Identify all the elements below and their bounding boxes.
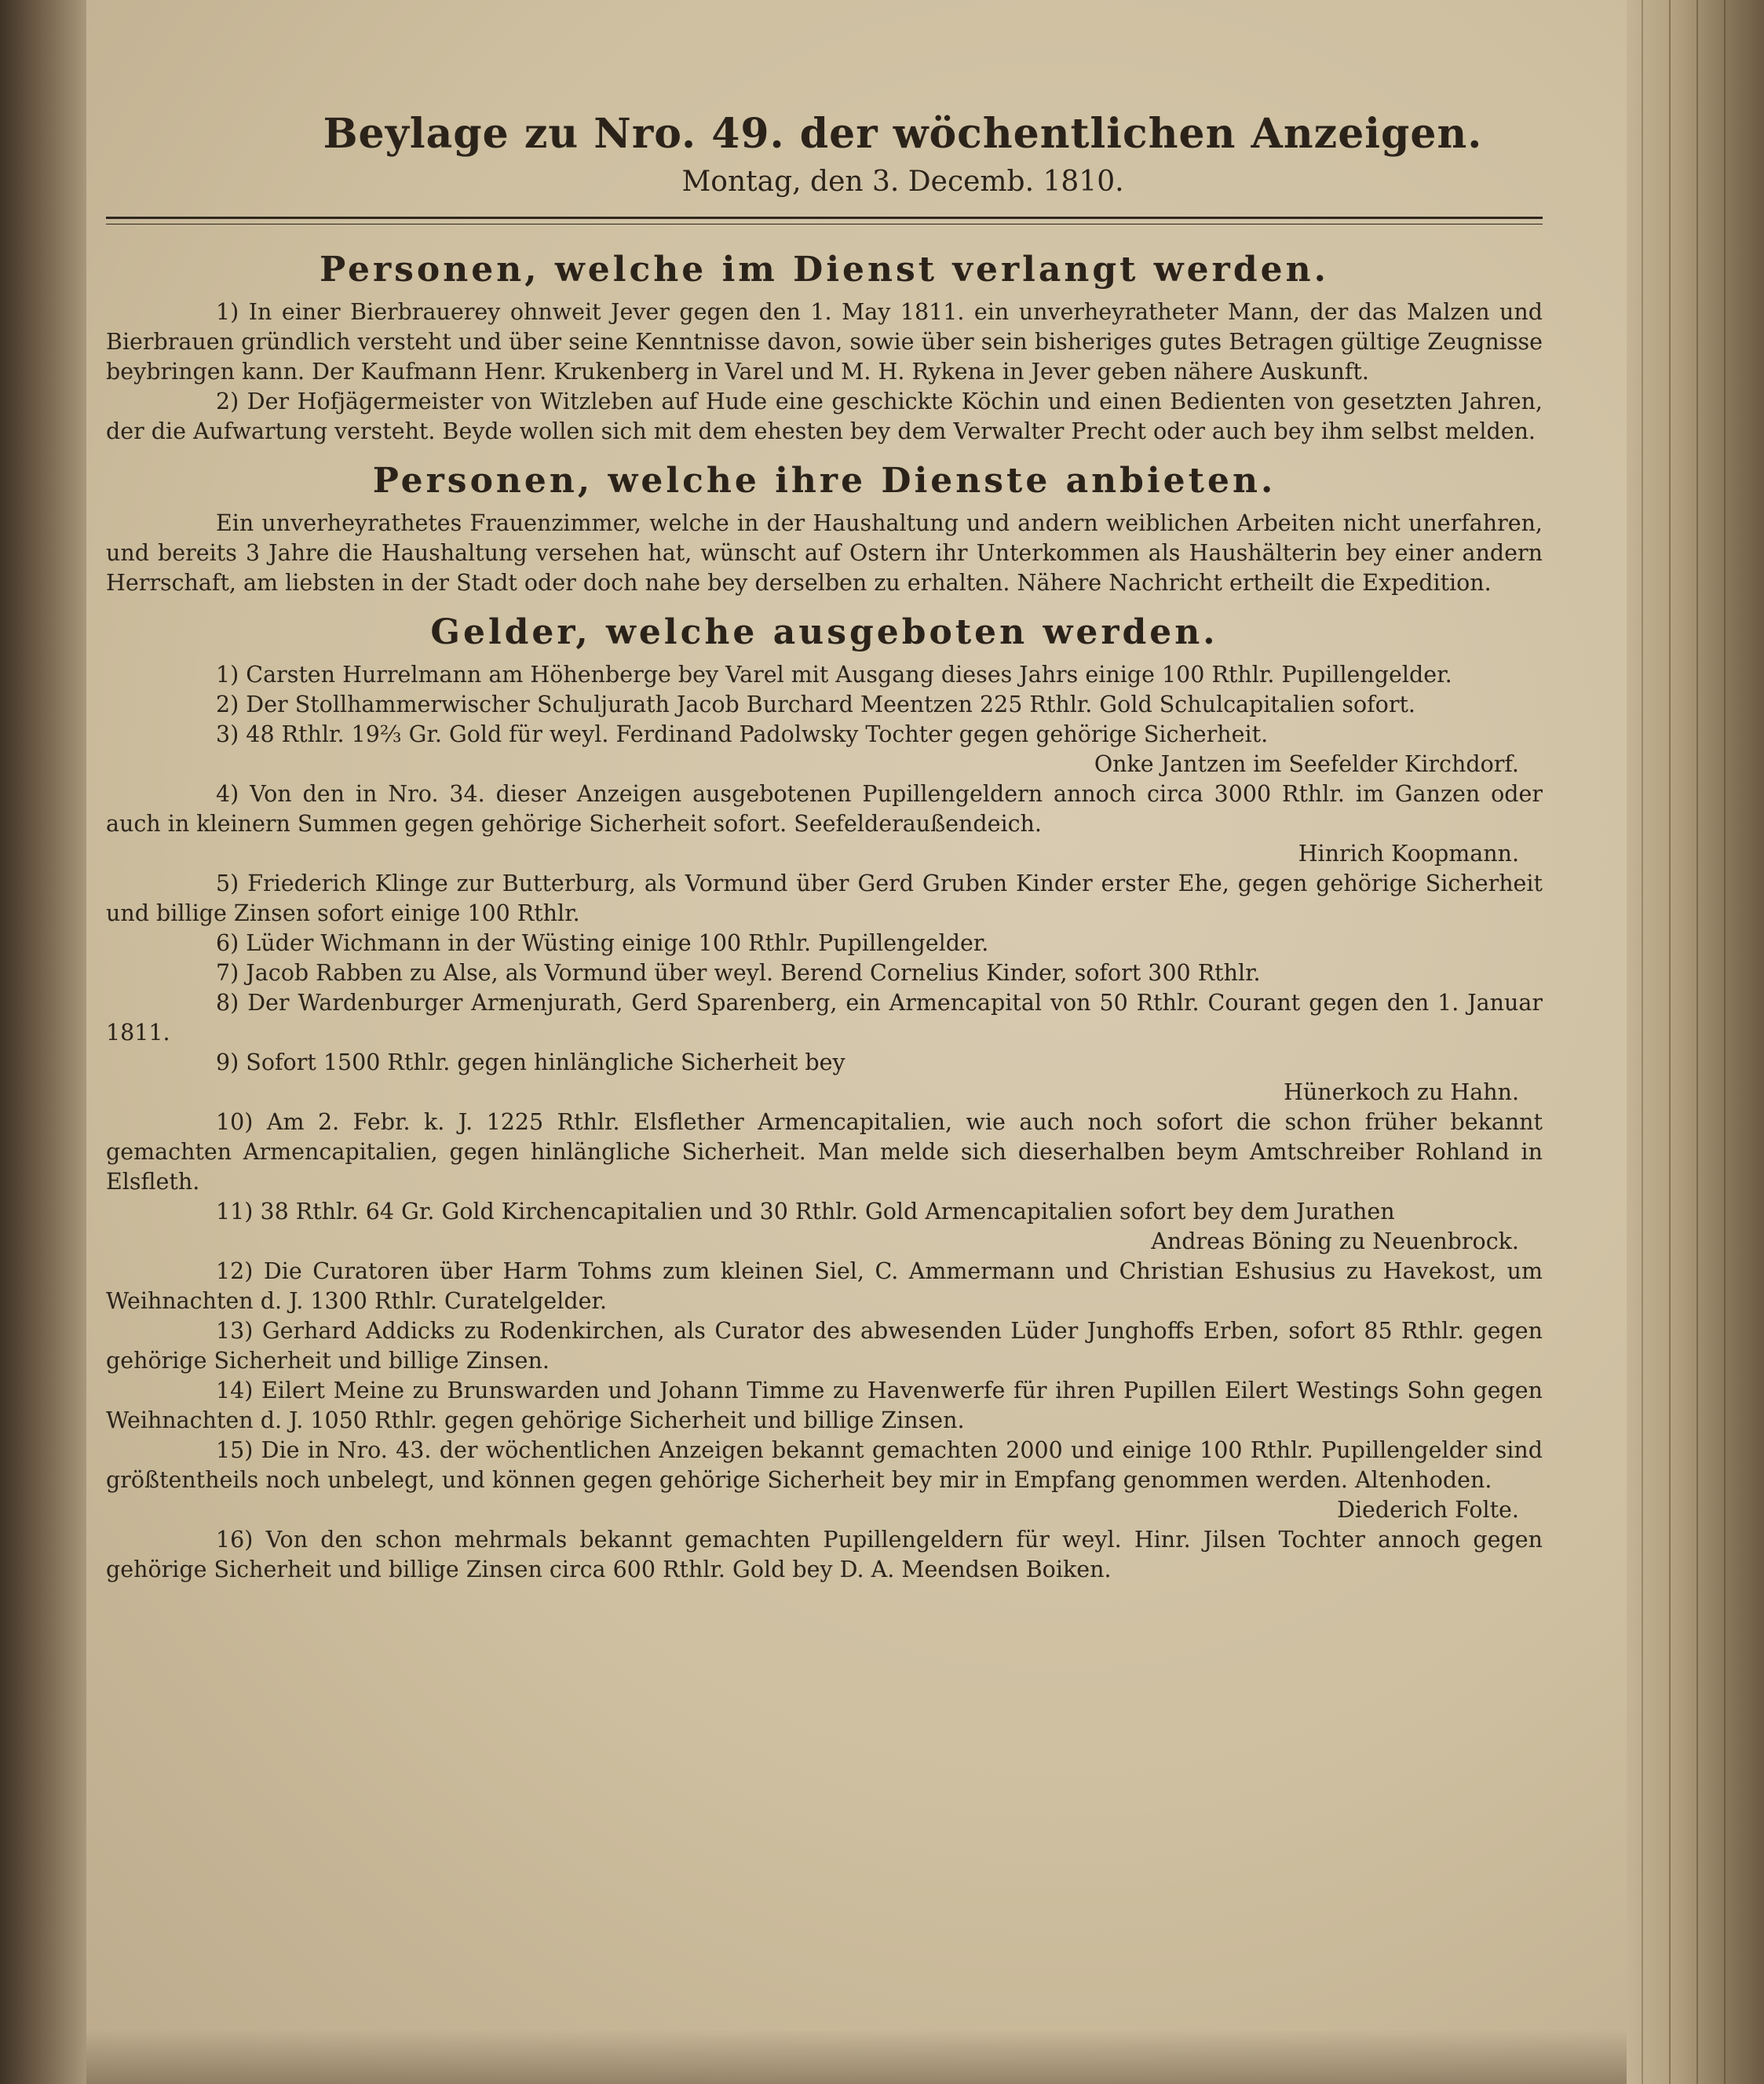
supplement-title: Beylage zu Nro. 49. der wöchentlichen Anzeigen. <box>323 110 1483 158</box>
entry-money-1: 1) Carsten Hurrelmann am Höhenberge bey Varel mit Ausgang dieses Jahrs einige 100 Rthlr. Pupillengelder. <box>216 662 1452 688</box>
entry-money-11: 11) 38 Rthlr. 64 Gr. Gold Kirchencapitalien und 30 Rthlr. Gold Armencapitalien sofort bey dem Jurathen <box>216 1199 1395 1224</box>
entry-money-10: 10) Am 2. Febr. k. J. 1225 Rthlr. Elsflether Armencapitalien, wie auch noch sofort die schon früher bekannt gemachten Armencapitalien, gegen hinlängliche Sicherheit. Man melde sich dieserhalben beym Amtschreiber Rohland in Elsfleth. <box>106 1109 1543 1195</box>
section-heading-money-offered: Gelder, welche ausgeboten werden. <box>430 612 1218 652</box>
entry-money-15: 15) Die in Nro. 43. der wöchentlichen Anzeigen bekannt gemachten 2000 und einige 100 Rthlr. Pupillengelder sind größtentheils noch unbelegt, und können gegen gehörige Sicherheit bey mir in Empfang genommen werden. Altenhoden. <box>106 1437 1543 1493</box>
header-rule <box>106 217 1543 224</box>
entry-wanted-1: 1) In einer Bierbrauerey ohnweit Jever gegen den 1. May 1811. ein unverheyratheter Mann, der das Malzen und Bierbrauen gründlich versteht und über seine Kenntnisse davon, sowie über sein bisheriges gutes Betragen gültige Zeugnisse beybringen kann. Der Kaufmann Henr. Krukenberg in Varel und M. H. Rykena in Jever geben nähere Auskunft. <box>106 299 1543 385</box>
entry-money-12: 12) Die Curatoren über Harm Tohms zum kleinen Siel, C. Ammermann und Christian Eshusius zu Havekost, um Weihnachten d. J. 1300 Rthlr. Curatelgelder. <box>106 1258 1543 1314</box>
entry-money-2: 2) Der Stollhammerwischer Schuljurath Jacob Burchard Meentzen 225 Rthlr. Gold Schulcapitalien sofort. <box>216 692 1415 717</box>
entry-money-3: 3) 48 Rthlr. 19⅔ Gr. Gold für weyl. Ferdinand Padolwsky Tochter gegen gehörige Sicherheit. <box>216 721 1269 747</box>
entry-money-7: 7) Jacob Rabben zu Alse, als Vormund über weyl. Berend Cornelius Kinder, sofort 300 Rthlr. <box>216 960 1261 986</box>
entry-money-8: 8) Der Wardenburger Armenjurath, Gerd Sparenberg, ein Armencapital von 50 Rthlr. Courant gegen den 1. Januar 1811. <box>106 990 1543 1046</box>
signature-money-4: Hinrich Koopmann. <box>1298 841 1519 867</box>
signature-money-3: Onke Jantzen im Seefelder Kirchdorf. <box>1094 751 1519 777</box>
page-edge-lines <box>1627 0 1764 2084</box>
section-heading-offered-services: Personen, welche ihre Dienste anbieten. <box>372 461 1276 501</box>
entry-money-16: 16) Von den schon mehrmals bekannt gemachten Pupillengeldern für weyl. Hinr. Jilsen Tochter annoch gegen gehörige Sicherheit und billige Zinsen circa 600 Rthlr. Gold bey D. A. Meendsen Boiken. <box>106 1527 1543 1582</box>
entry-wanted-2: 2) Der Hofjägermeister von Witzleben auf Hude eine geschickte Köchin und einen Bedienten von gesetzten Jahren, der die Aufwartung versteht. Beyde wollen sich mit dem ehesten bey dem Verwalter Precht oder auch bey ihm selbst melden. <box>106 389 1543 444</box>
section-heading-wanted: Personen, welche im Dienst verlangt werden. <box>320 250 1329 290</box>
signature-money-11: Andreas Böning zu Neuenbrock. <box>1151 1228 1519 1254</box>
book-gutter <box>0 0 86 2084</box>
entry-money-14: 14) Eilert Meine zu Brunswarden und Johann Timme zu Havenwerfe für ihren Pupillen Eilert Westings Sohn gegen Weihnachten d. J. 1050 Rthlr. gegen gehörige Sicherheit und billige Zinsen. <box>106 1378 1543 1433</box>
entry-money-4: 4) Von den in Nro. 34. dieser Anzeigen ausgebotenen Pupillengeldern annoch circa 3000 Rthlr. im Ganzen oder auch in kleinern Summen gegen gehörige Sicherheit sofort. Seefelderaußendeich. <box>106 781 1543 837</box>
entry-money-5: 5) Friederich Klinge zur Butterburg, als Vormund über Gerd Gruben Kinder erster Ehe, gegen gehörige Sicherheit und billige Zinsen sofort einige 100 Rthlr. <box>106 870 1543 926</box>
entry-money-6: 6) Lüder Wichmann in der Wüsting einige 100 Rthlr. Pupillengelder. <box>216 930 989 956</box>
entry-money-13: 13) Gerhard Addicks zu Rodenkirchen, als Curator des abwesenden Lüder Junghoffs Erben, sofort 85 Rthlr. gegen gehörige Sicherheit und billige Zinsen. <box>106 1318 1543 1374</box>
entry-offered-1: Ein unverheyrathetes Frauenzimmer, welche in der Haushaltung und andern weiblichen Arbeiten nicht unerfahren, und bereits 3 Jahre die Haushaltung versehen hat, wünscht auf Ostern ihr Unterkommen als Haushälterin bey einer andern Herrschaft, am liebsten in der Stadt oder doch nahe bey derselben zu erhalten. Nähere Nachricht ertheilt die Expedition. <box>106 510 1543 596</box>
entry-money-9: 9) Sofort 1500 Rthlr. gegen hinlängliche Sicherheit bey <box>216 1049 845 1075</box>
issue-date: Montag, den 3. Decemb. 1810. <box>681 166 1124 198</box>
signature-money-9: Hünerkoch zu Hahn. <box>1284 1079 1519 1105</box>
page-bottom-shadow <box>86 2029 1627 2084</box>
signature-money-15: Diederich Folte. <box>1337 1497 1519 1523</box>
page-content <box>106 110 1543 1585</box>
